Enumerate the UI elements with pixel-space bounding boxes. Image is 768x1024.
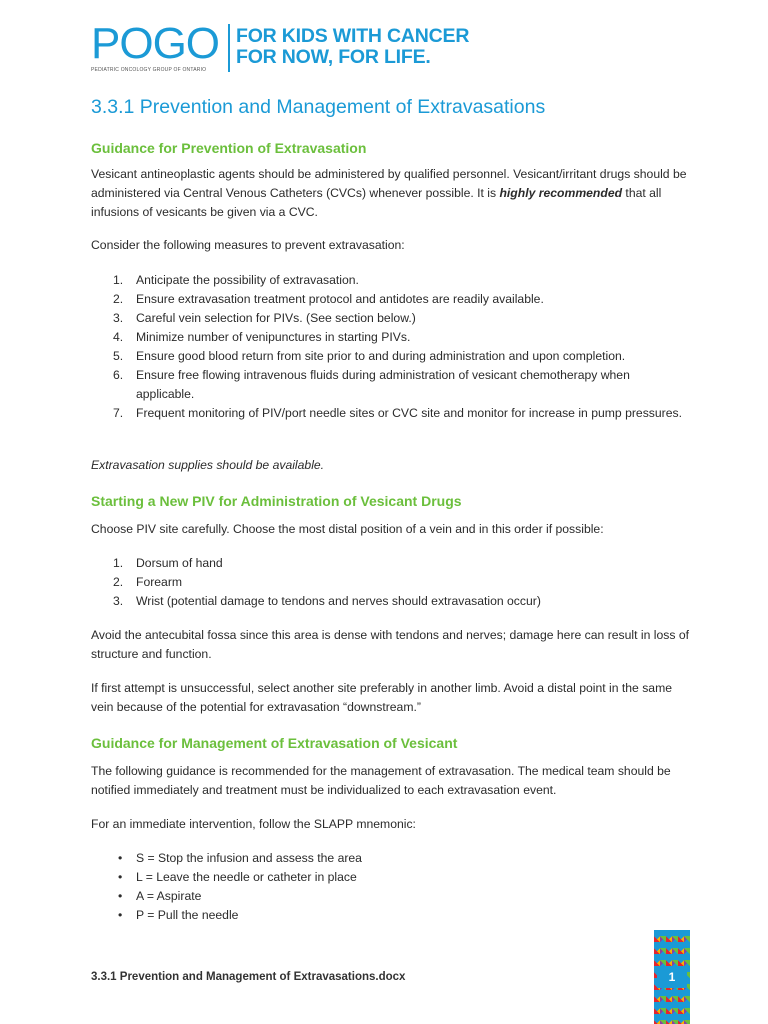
section-heading-new-piv: Starting a New PIV for Administration of Vesicant Drugs [91,493,462,509]
list-item: 3. Careful vein selection for PIVs. (See section below.) [113,311,416,325]
list-item: • L = Leave the needle or catheter in place [118,870,357,884]
antecubital-paragraph: Avoid the antecubital fossa since this area is dense with tendons and nerves; damage here can result in loss of structure and function. [91,628,689,661]
list-item: 2. Forearm [113,575,183,589]
logo-subtitle: PEDIATRIC ONCOLOGY GROUP OF ONTARIO [91,67,207,73]
logo-wordmark: POGO [91,19,220,68]
list-item: • P = Pull the needle [118,908,239,922]
piv-site-list [91,554,691,611]
prevention-intro [91,165,691,222]
list-item: 1. Anticipate the possibility of extravasation. [113,273,359,287]
supplies-note: Extravasation supplies should be available. [91,458,325,472]
tagline-line-1: FOR KIDS WITH CANCER [236,25,470,47]
prevention-list [91,271,691,423]
list-item: • A = Aspirate [118,889,202,903]
footer-filename: 3.3.1 Prevention and Management of Extravasations.docx [91,971,406,983]
list-item: 3. Wrist (potential damage to tendons and nerves should extravasation occur) [113,594,541,608]
intro-text-after: that all infusions of vesicants be given via a CVC. [91,186,662,219]
list-item: 4. Minimize number of venipunctures in starting PIVs. [113,330,411,344]
slapp-list [91,849,691,925]
management-paragraph: The following guidance is recommended for the management of extravasation. The medical team should be notified immediately and treatment must be individualized to each extravasation event. [91,764,671,797]
first-attempt-paragraph: If first attempt is unsuccessful, select another site preferably in another limb. Avoid a distal point in the same vein because of the potential for extravasation “downstream.” [91,681,673,714]
list-item: 1. Dorsum of hand [113,556,223,570]
section-heading-management: Guidance for Management of Extravasation of Vesicant [91,735,458,751]
prevention-lead: Consider the following measures to prevent extravasation: [91,238,405,252]
tagline-line-2: FOR NOW, FOR LIFE. [236,46,431,68]
list-item: 7. Frequent monitoring of PIV/port needle sites or CVC site and monitor for increase in pump pressures. [113,406,682,420]
piv-lead: Choose PIV site carefully. Choose the most distal position of a vein and in this order if possible: [91,522,604,536]
logo-divider [228,24,230,72]
page-title: 3.3.1 Prevention and Management of Extravasations [91,96,546,118]
list-item: 2. Ensure extravasation treatment protocol and antidotes are readily available. [113,292,544,306]
list-item: 6. Ensure free flowing intravenous fluids during administration of vesicant chemotherapy when applicable. [113,368,630,401]
slapp-lead: For an immediate intervention, follow the SLAPP mnemonic: [91,817,416,831]
intro-text-before: Vesicant antineoplastic agents should be administered by qualified personnel. Vesicant/irritant drugs should be administered via Central Venous Catheters (CVCs) whenever possible. It is [91,167,687,200]
logo-tagline [236,26,469,68]
section-heading-prevention: Guidance for Prevention of Extravasation [91,140,367,156]
list-item: 5. Ensure good blood return from site prior to and during administration and upon completion. [113,349,626,363]
intro-emphasis: highly recommended [499,186,623,200]
page-number: 1 [657,966,687,988]
list-item: • S = Stop the infusion and assess the area [118,851,362,865]
